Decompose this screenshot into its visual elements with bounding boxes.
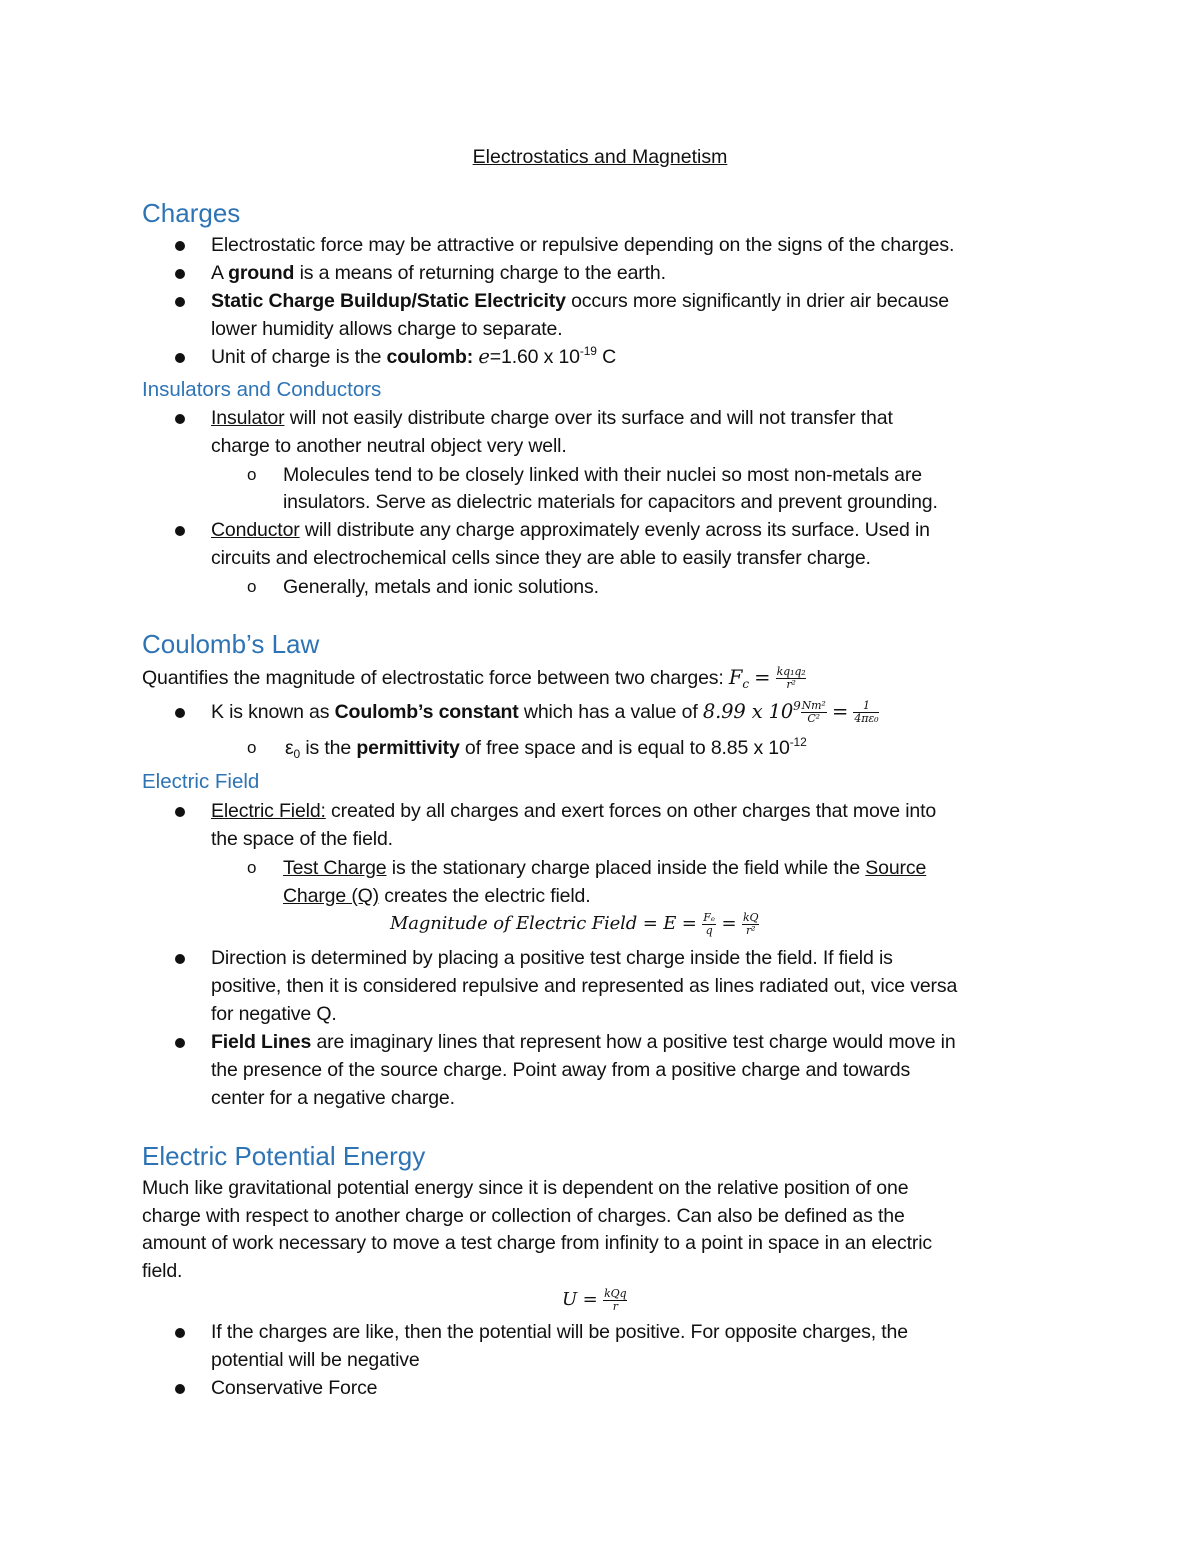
sub-bullet-marker: o [247, 738, 257, 757]
charges-bullet-1: Electrostatic force may be attractive or repulsive depending on the signs of the charges. [211, 234, 955, 256]
heading-electric-field: Electric Field [142, 770, 260, 793]
potential-para-line-2: charge with respect to another charge or collection of charges. Can also be defined as the [142, 1205, 905, 1227]
field-lines-line-1: Field Lines are imaginary lines that represent how a positive test charge would move in [211, 1031, 956, 1053]
coulomb-force-fraction: $\frac{\text{kq₁q₂}}{\text{r²}}$ [776, 665, 806, 692]
bullet-dot [175, 708, 185, 718]
coulomb-unit-fraction: $\frac{\text{Nm²}}{\text{C²}}$ [801, 699, 826, 726]
electric-field-formula: Magnitude of Electric Field = E = $\frac{\text{Fₑ}}{q}$ = $\frac{kQ}{\text{r²}}$ [390, 910, 759, 937]
bullet-dot [175, 241, 185, 251]
heading-insulators-conductors: Insulators and Conductors [142, 378, 382, 401]
heading-charges: Charges [142, 198, 241, 228]
bullet-dot [175, 954, 185, 964]
charges-bullet-3-cont: lower humidity allows charge to separate. [211, 318, 563, 340]
bullet-dot [175, 807, 185, 817]
bullet-dot [175, 353, 185, 363]
potential-bullet-1-line-1: If the charges are like, then the potential will be positive. For opposite charges, the [211, 1321, 908, 1343]
coulomb-constant-line: K is known as Coulomb’s constant which has a value of 8.99 x $10^9$ $\frac{\text{Nm²}}{\text{C²}}$ = $\frac{1}{\text{4πε₀}}$ [211, 699, 879, 726]
potential-fraction: $\frac{\text{kQq}}{r}$ [604, 1286, 627, 1313]
potential-bullet-1-line-2: potential will be negative [211, 1349, 420, 1371]
field-lines-line-3: center for a negative charge. [211, 1087, 455, 1109]
field-lines-line-2: the presence of the source charge. Point away from a positive charge and towards [211, 1059, 911, 1081]
sub-bullet-marker: o [247, 858, 257, 877]
field-fraction-2: $\frac{kQ}{\text{r²}}$ [742, 910, 759, 937]
insulator-line-1: Insulator will not easily distribute charge over its surface and will not transfer that [211, 407, 893, 429]
insulator-sub-line-2: insulators. Serve as dielectric materials for capacitors and prevent grounding. [283, 491, 938, 513]
sub-bullet-marker: o [247, 577, 257, 596]
document-title: Electrostatics and Magnetism [472, 146, 728, 168]
coulomb-intro: Quantifies the magnitude of electrostatic force between two charges: $F_c$ = $\frac{\text{kq₁q₂}}{\text{r²}}$ [142, 665, 806, 692]
insulator-sub-line-1: Molecules tend to be closely linked with their nuclei so most non-metals are [283, 464, 922, 486]
potential-para-line-4: field. [142, 1260, 183, 1282]
conductor-sub-line: Generally, metals and ionic solutions. [283, 576, 599, 598]
charges-bullet-4: Unit of charge is the coulomb: e=1.60 x $10^{-19}$ C [211, 344, 616, 368]
conductor-line-2: circuits and electrochemical cells since they are able to easily transfer charge. [211, 547, 871, 569]
potential-bullet-2: Conservative Force [211, 1377, 378, 1399]
conductor-line-1: Conductor will distribute any charge approximately evenly across its surface. Used in [211, 519, 930, 541]
test-charge-line-1: Test Charge is the stationary charge placed inside the field while the Source [283, 857, 927, 879]
charges-bullet-2: A ground is a means of returning charge to the earth. [211, 262, 666, 284]
potential-formula: U = $\frac{\text{kQq}}{r}$ [562, 1286, 627, 1313]
charges-bullet-3: Static Charge Buildup/Static Electricity occurs more significantly in drier air because [211, 290, 949, 312]
permittivity-line: $\varepsilon_0$ is the permittivity of free space and is equal to 8.85 x $10^{-12}$ [285, 735, 807, 761]
insulator-line-2: charge to another neutral object very well. [211, 435, 567, 457]
potential-para-line-1: Much like gravitational potential energy since it is dependent on the relative position of one [142, 1177, 909, 1199]
bullet-dot [175, 1328, 185, 1338]
coulomb-alt-fraction: $\frac{1}{\text{4πε₀}}$ [854, 699, 879, 726]
direction-line-3: for negative Q. [211, 1003, 337, 1025]
direction-line-1: Direction is determined by placing a positive test charge inside the field. If field is [211, 947, 893, 969]
bullet-dot [175, 1384, 185, 1394]
potential-para-line-3: amount of work necessary to move a test charge from infinity to a point in space in an electric [142, 1232, 932, 1254]
bullet-dot [175, 414, 185, 424]
heading-coulombs-law: Coulomb’s Law [142, 629, 320, 659]
bullet-dot [175, 297, 185, 307]
heading-electric-potential-energy: Electric Potential Energy [142, 1141, 426, 1171]
bullet-dot [175, 269, 185, 279]
bullet-dot [175, 526, 185, 536]
electric-field-line-1: Electric Field: created by all charges and exert forces on other charges that move into [211, 800, 937, 822]
bullet-dot [175, 1038, 185, 1048]
test-charge-line-2: Charge (Q) creates the electric field. [283, 885, 591, 907]
sub-bullet-marker: o [247, 465, 257, 484]
field-fraction-1: $\frac{\text{Fₑ}}{q}$ [703, 910, 715, 937]
electric-field-line-2: the space of the field. [211, 828, 393, 850]
direction-line-2: positive, then it is considered repulsive and represented as lines radiated out, vice versa [211, 975, 958, 997]
